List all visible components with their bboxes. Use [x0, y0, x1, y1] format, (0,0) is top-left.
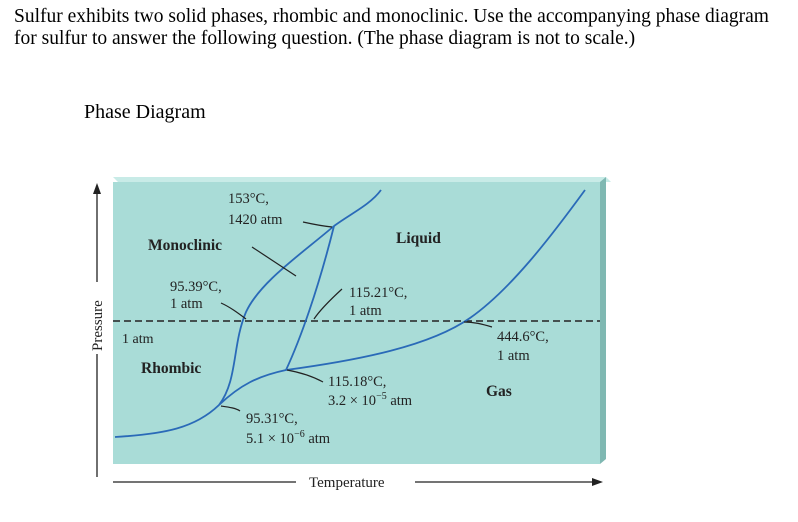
point-9539-temp: 95.39°C, — [170, 279, 222, 295]
phase-label-liquid: Liquid — [396, 230, 441, 247]
panel-right-edge — [600, 177, 606, 464]
phase-label-gas: Gas — [486, 383, 512, 400]
panel-top-edge — [113, 177, 611, 182]
point-11518-pressure — [328, 391, 413, 409]
panel-background — [113, 182, 600, 464]
diagram-heading: Phase Diagram — [84, 101, 206, 123]
point-9531-temp: 95.31°C, — [246, 411, 298, 427]
x-axis-label: Temperature — [309, 475, 385, 491]
point-11521-pressure: 1 atm — [349, 303, 382, 319]
point-9531-mantissa: 5.1 × 10 — [246, 431, 295, 447]
point-4446-temp: 444.6°C, — [497, 329, 549, 345]
point-4446-pressure: 1 atm — [497, 348, 530, 364]
point-9531-pressure — [246, 429, 331, 447]
point-11518-exponent: −5 — [376, 391, 387, 402]
point-153-pressure: 1420 atm — [228, 212, 283, 228]
point-11518-unit: atm — [386, 393, 413, 409]
point-9539-pressure: 1 atm — [170, 296, 203, 312]
point-9531-exponent: −6 — [294, 429, 305, 440]
y-axis-label-text: Pressure — [90, 300, 106, 351]
y-axis-arrow-icon — [93, 183, 101, 194]
x-axis-arrow-icon — [592, 478, 603, 486]
point-11518-mantissa: 3.2 × 10 — [328, 393, 377, 409]
phase-label-monoclinic: Monoclinic — [148, 237, 223, 254]
point-153-temp: 153°C, — [228, 191, 269, 207]
phase-label-rhombic: Rhombic — [141, 360, 202, 377]
point-9531-unit: atm — [304, 431, 331, 447]
question-text: Sulfur exhibits two solid phases, rhombic and monoclinic. Use the accompanying phase diagram for sulfur to answer the following question. (The phase diagram is not to scale.) — [14, 6, 769, 49]
point-11521-temp: 115.21°C, — [349, 285, 408, 301]
point-11518-temp: 115.18°C, — [328, 374, 387, 390]
one-atm-label: 1 atm — [122, 332, 154, 347]
